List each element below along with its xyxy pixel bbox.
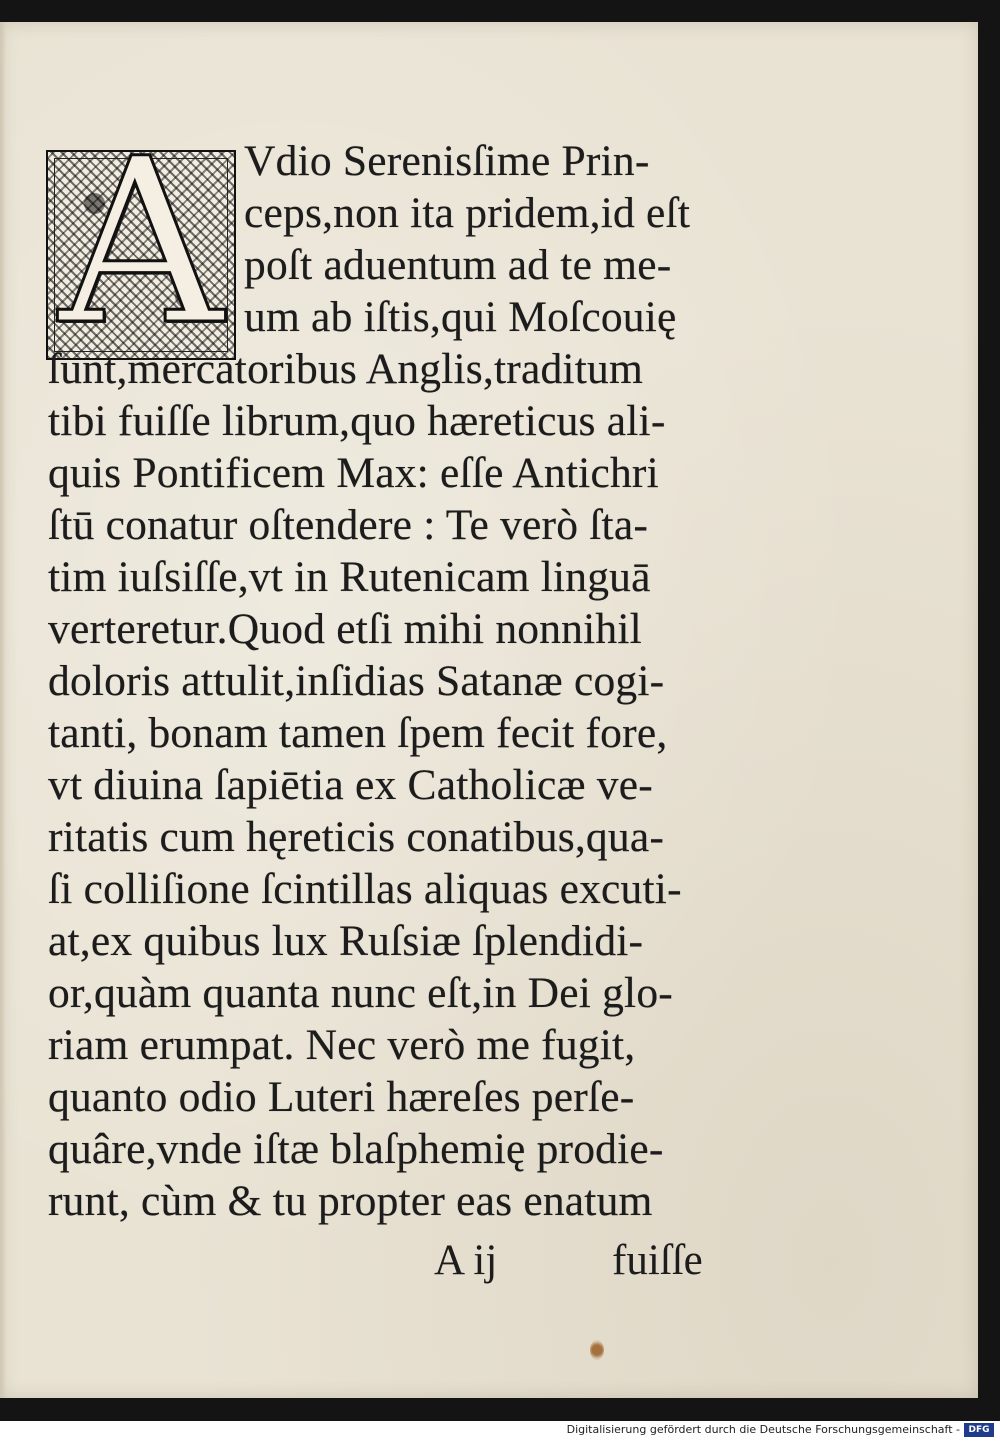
body-text [0, 22, 978, 1398]
text-line-11: doloris attulit,inſidias Satanæ cogi- [48, 657, 665, 705]
dfg-logo: DFG [964, 1423, 994, 1437]
text-line-13: vt diuina ſapiētia ex Catholicæ ve- [48, 761, 653, 809]
text-line-10: verteretur.Quod etſi mihi nonnihil [48, 605, 642, 653]
text-line-21: runt, cùm & tu propter eas enatum [48, 1177, 653, 1225]
catchword: fuiſſe [612, 1237, 703, 1284]
text-line-14: ritatis cum hęreticis conatibus,qua- [48, 813, 665, 861]
text-line-6: tibi fuiſſe librum,quo hæreticus ali- [48, 397, 666, 445]
text-line-9: tim iuſsiſſe,vt in Rutenicam linguā [48, 553, 651, 601]
text-line-20: quâre,vnde iſtæ blaſphemię prodie- [48, 1125, 664, 1173]
initial-letter: A [58, 150, 224, 360]
text-line-12: tanti, bonam tamen ſpem fecit fore, [48, 709, 668, 757]
text-line-8: ſtū conatur oſtendere : Te verò ſta- [48, 501, 649, 549]
signature-mark: A ij [434, 1237, 498, 1284]
text-line-4: um ab iſtis,qui Moſcouię [244, 293, 677, 341]
text-line-5: ſunt,mercatoribus Anglis,traditum [48, 345, 643, 393]
text-line-3: poſt aduentum ad te me- [244, 241, 672, 289]
footer-credit: Digitalisierung gefördert durch die Deutsche Forschungsgemeinschaft - [566, 1423, 960, 1436]
paper-stain [590, 1340, 604, 1360]
text-line-16: at,ex quibus lux Ruſsiæ ſplendidi- [48, 917, 644, 965]
text-line-7: quis Pontificem Max: eſſe Antichri [48, 449, 659, 497]
text-line-15: ſi colliſione ſcintillas aliquas excuti- [48, 865, 682, 913]
book-page [0, 22, 978, 1398]
digitization-footer [0, 1421, 1000, 1441]
text-line-2: ceps,non ita pridem,id eſt [244, 189, 691, 237]
text-line-17: or,quàm quanta nunc eſt,in Dei glo- [48, 969, 673, 1017]
text-line-19: quanto odio Luteri hæreſes perſe- [48, 1073, 635, 1121]
text-line-18: riam erumpat. Nec verò me fugit, [48, 1021, 636, 1069]
text-line-1: Vdio Serenisſime Prin- [244, 137, 650, 185]
